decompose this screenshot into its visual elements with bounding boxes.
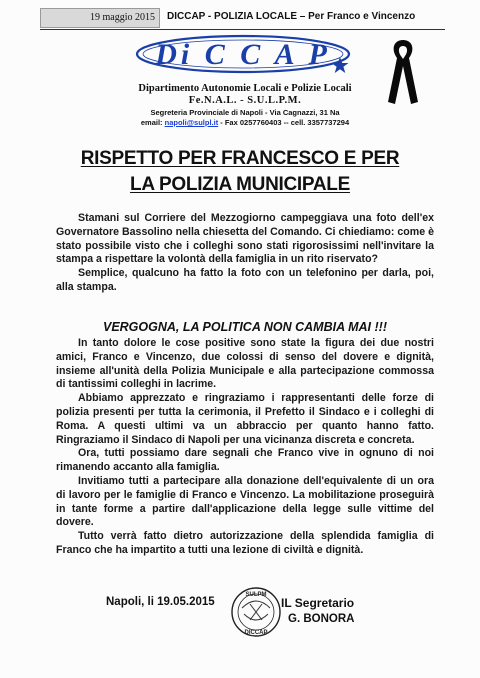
paragraph-3: In tanto dolore le cose positive sono state la figura dei due nostri amici, Franco e Vincenzo, due colossi di senso del dovere e dignità, insieme all'unità della Polizia Municipale e alla partecipazione commossa di tantissimi colleghi in lacrime. <box>56 337 434 391</box>
contact-block <box>100 108 390 128</box>
subheading: VERGOGNA, LA POLITICA NON CAMBIA MAI !!! <box>102 320 387 334</box>
header-date: 19 maggio 2015 <box>40 8 160 28</box>
paragraph-7: Tutto verrà fatto dietro autorizzazione della splendida famiglia di Franco che ha impartito a tutti una lezione di civiltà e dignità. <box>56 530 434 556</box>
signature-name: G. BONORA <box>288 613 355 625</box>
signature-place-date: Napoli, li 19.05.2015 <box>106 596 215 608</box>
header-divider <box>40 29 445 30</box>
logo-text: Di C C A P <box>155 38 331 71</box>
header-bar <box>40 8 445 28</box>
title-line-2: LA POLIZIA MUNICIPALE <box>130 174 350 195</box>
header-title: DICCAP - POLIZIA LOCALE – Per Franco e Vincenzo <box>167 11 416 22</box>
organization-name: Dipartimento Autonomie Locali e Polizie Locali <box>138 83 352 94</box>
fax-cell: - Fax 0257760403 -- cell. 3357737294 <box>218 118 350 127</box>
body-section-2 <box>56 337 434 558</box>
title-line-1: RISPETTO PER FRANCESCO E PER <box>80 148 400 169</box>
paragraph-5: Ora, tutti possiamo dare segnali che Franco vive in ognuno di noi rimanendo accanto alla famiglia. <box>56 447 434 474</box>
official-stamp <box>230 586 282 638</box>
email-link[interactable]: napoli@sulpl.it <box>164 118 219 127</box>
mourning-ribbon-icon <box>386 36 420 106</box>
contact-line <box>100 118 390 128</box>
signature-role: IL Segretario <box>281 596 355 610</box>
document-title <box>40 146 440 198</box>
organization-block <box>100 83 390 107</box>
paragraph-4: Abbiamo apprezzato e ringraziamo i rappresentanti delle forze di polizia presenti per tutta la cerimonia, il Prefetto il Sindaco e i colleghi di Roma. A questi ultimi va un abbraccio per quanto hanno fatto. Ringraziamo il Sindaco di Napoli per una vicinanza discreta e concreta. <box>56 392 434 446</box>
organization-address: Segreteria Provinciale di Napoli - Via Cagnazzi, 31 Na <box>150 108 340 117</box>
organization-federation: Fe.N.A.L. - S.U.L.P.M. <box>188 95 302 106</box>
paragraph-2: Semplice, qualcuno ha fatto la foto con un telefonino per darla, poi, alla stampa. <box>56 267 434 293</box>
paragraph-1: Stamani sul Corriere del Mezzogiorno campeggiava una foto dell'ex Governatore Bassolino nella chiesetta del Comando. Ci chiediamo: come è stato possibile visto che i colleghi sono stati rigorosissimi nell'invitare la stampa a rispettare la volontà della famiglia in un rito riservato? <box>56 212 434 266</box>
svg-text:DICCAP: DICCAP <box>244 630 268 636</box>
svg-text:SULPM: SULPM <box>245 592 267 598</box>
email-prefix: email: <box>140 118 165 127</box>
body-section-1 <box>56 212 434 295</box>
diccap-logo <box>134 33 352 75</box>
paragraph-6: Invitiamo tutti a partecipare alla donazione dell'equivalente di un ora di lavoro per le famiglie di Franco e Vincenzo. La mobilitazione proseguirà in tante forme a partire dall'applicazione della legge sulle vittime del dovere. <box>56 474 434 529</box>
